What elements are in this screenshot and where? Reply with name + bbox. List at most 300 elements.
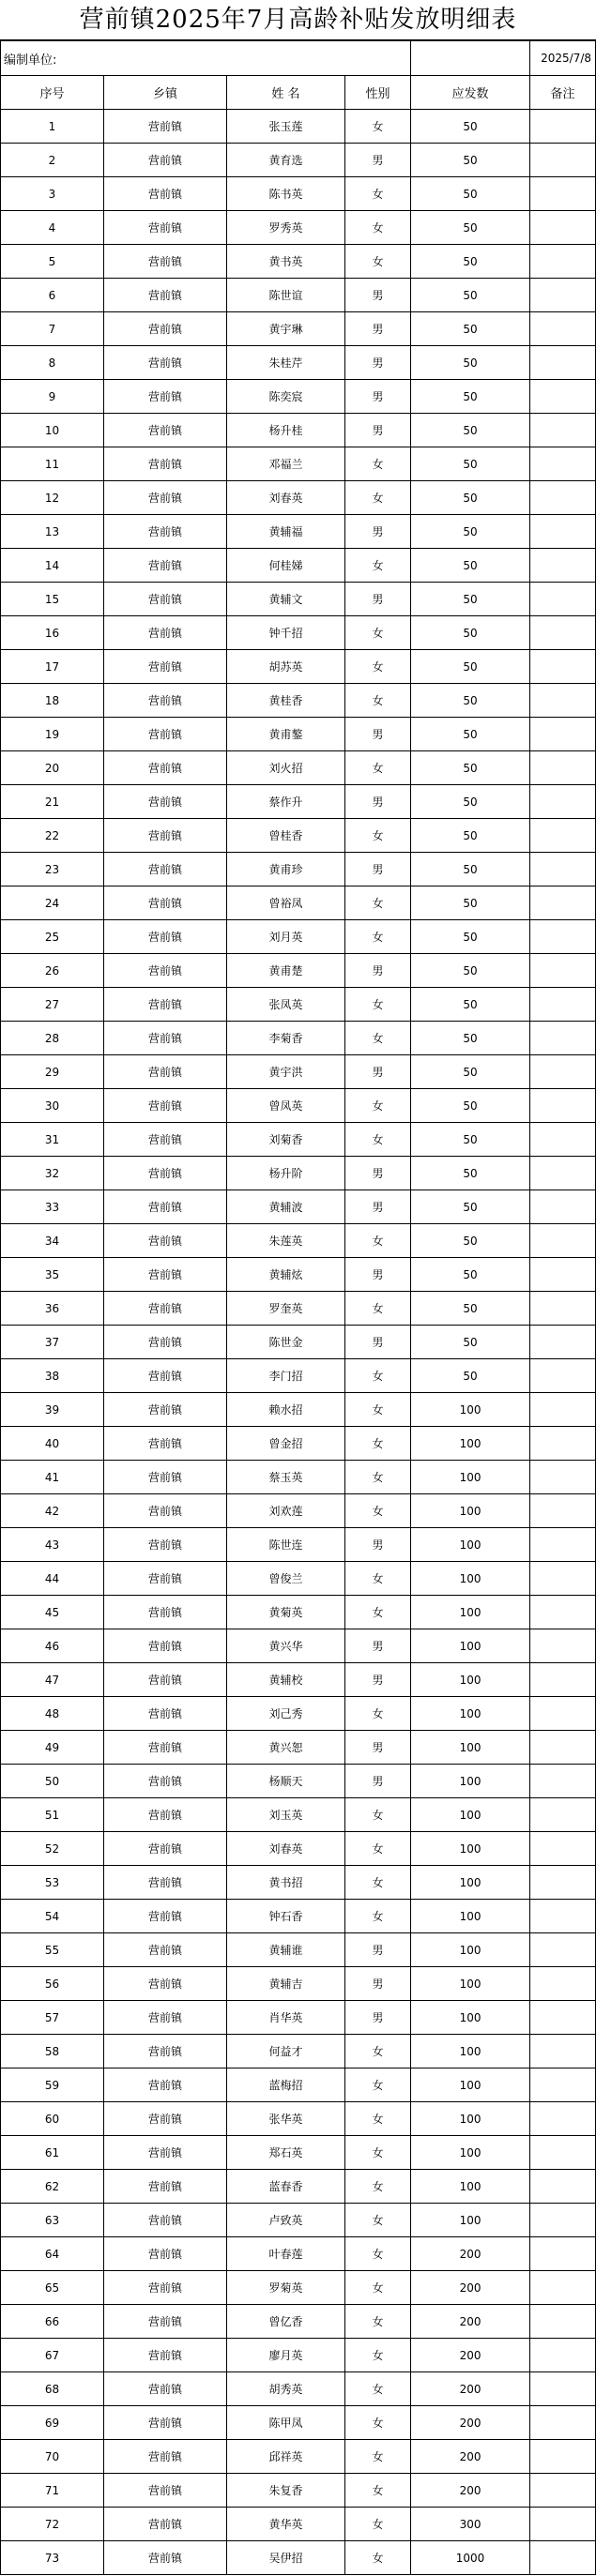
cell-remark [530,785,596,819]
table-row [1,1359,596,1393]
cell-index: 69 [1,2406,104,2440]
cell-name: 陈书英 [227,177,345,211]
cell-remark [530,616,596,650]
cell-remark [530,1765,596,1798]
cell-index: 49 [1,1731,104,1765]
cell-gender: 女 [345,1022,411,1055]
cell-index: 2 [1,144,104,177]
cell-index: 59 [1,2068,104,2102]
cell-town: 营前镇 [104,312,227,346]
cell-name: 杨升桂 [227,414,345,447]
cell-remark [530,2474,596,2508]
cell-name: 黄辅波 [227,1190,345,1224]
cell-name: 胡秀英 [227,2372,345,2406]
cell-town: 营前镇 [104,2068,227,2102]
cell-index: 43 [1,1528,104,1562]
cell-remark [530,245,596,279]
cell-remark [530,1258,596,1292]
cell-index: 61 [1,2136,104,2170]
cell-name: 杨升阶 [227,1157,345,1190]
cell-index: 37 [1,1326,104,1359]
cell-remark [530,2068,596,2102]
cell-town: 营前镇 [104,1055,227,1089]
cell-gender: 女 [345,988,411,1022]
cell-gender: 女 [345,1292,411,1326]
table-row [1,853,596,886]
cell-amount: 100 [411,1866,530,1900]
cell-amount: 50 [411,1123,530,1157]
cell-name: 陈甲凤 [227,2406,345,2440]
cell-remark [530,1393,596,1427]
cell-index: 58 [1,2035,104,2068]
cell-name: 肖华英 [227,2001,345,2035]
cell-gender: 男 [345,1731,411,1765]
cell-town: 营前镇 [104,583,227,616]
cell-index: 70 [1,2440,104,2474]
table-row [1,1157,596,1190]
cell-gender: 女 [345,2440,411,2474]
cell-gender: 男 [345,1967,411,2001]
cell-gender: 男 [345,1190,411,1224]
cell-gender: 女 [345,177,411,211]
cell-index: 12 [1,481,104,515]
cell-amount: 50 [411,785,530,819]
table-row [1,2170,596,2204]
cell-remark [530,819,596,853]
cell-amount: 50 [411,583,530,616]
cell-index: 36 [1,1292,104,1326]
cell-town: 营前镇 [104,1629,227,1663]
cell-name: 黄辅炫 [227,1258,345,1292]
cell-remark [530,2035,596,2068]
table-row [1,886,596,920]
table-row [1,583,596,616]
cell-gender: 男 [345,785,411,819]
cell-gender: 男 [345,583,411,616]
cell-amount: 50 [411,718,530,751]
header-index: 序号 [1,76,104,110]
table-row [1,515,596,549]
cell-amount: 50 [411,853,530,886]
cell-gender: 女 [345,1089,411,1123]
cell-remark [530,1629,596,1663]
cell-index: 28 [1,1022,104,1055]
cell-remark [530,414,596,447]
cell-index: 64 [1,2237,104,2271]
cell-gender: 女 [345,1562,411,1596]
cell-name: 朱复香 [227,2474,345,2508]
cell-index: 42 [1,1494,104,1528]
cell-name: 黄辅文 [227,583,345,616]
table-row [1,2406,596,2440]
cell-remark [530,1022,596,1055]
cell-gender: 女 [345,245,411,279]
cell-index: 21 [1,785,104,819]
cell-index: 10 [1,414,104,447]
cell-amount: 200 [411,2237,530,2271]
cell-town: 营前镇 [104,2136,227,2170]
cell-town: 营前镇 [104,2170,227,2204]
cell-remark [530,1190,596,1224]
cell-remark [530,1832,596,1866]
cell-remark [530,1427,596,1461]
cell-name: 刘春英 [227,481,345,515]
cell-town: 营前镇 [104,1731,227,1765]
cell-town: 营前镇 [104,515,227,549]
cell-town: 营前镇 [104,1697,227,1731]
cell-index: 18 [1,684,104,718]
cell-name: 黄甫鏊 [227,718,345,751]
cell-amount: 50 [411,481,530,515]
cell-gender: 女 [345,650,411,684]
cell-town: 营前镇 [104,684,227,718]
cell-town: 营前镇 [104,1528,227,1562]
cell-gender: 女 [345,2541,411,2575]
cell-amount: 50 [411,144,530,177]
cell-index: 45 [1,1596,104,1629]
cell-gender: 男 [345,954,411,988]
table-row [1,718,596,751]
cell-remark [530,1697,596,1731]
cell-amount: 100 [411,1427,530,1461]
cell-name: 罗秀英 [227,211,345,245]
cell-gender: 女 [345,2035,411,2068]
table-row [1,751,596,785]
cell-remark [530,312,596,346]
cell-town: 营前镇 [104,2440,227,2474]
cell-gender: 女 [345,2474,411,2508]
cell-name: 胡苏英 [227,650,345,684]
cell-name: 曾金招 [227,1427,345,1461]
cell-index: 25 [1,920,104,954]
cell-gender: 女 [345,2372,411,2406]
cell-gender: 男 [345,312,411,346]
cell-name: 张凤英 [227,988,345,1022]
table-row [1,211,596,245]
cell-name: 曾裕凤 [227,886,345,920]
cell-amount: 100 [411,1562,530,1596]
cell-gender: 女 [345,2271,411,2305]
cell-gender: 女 [345,110,411,144]
cell-amount: 50 [411,346,530,380]
report-date: 2025/7/8 [530,41,596,76]
cell-gender: 女 [345,2406,411,2440]
cell-amount: 100 [411,1596,530,1629]
cell-name: 钟石香 [227,1900,345,1933]
cell-index: 17 [1,650,104,684]
header-name: 姓 名 [227,76,345,110]
cell-gender: 男 [345,279,411,312]
cell-index: 19 [1,718,104,751]
table-row [1,1933,596,1967]
table-row [1,312,596,346]
cell-gender: 女 [345,2305,411,2339]
cell-town: 营前镇 [104,1157,227,1190]
cell-name: 蓝春香 [227,2170,345,2204]
cell-town: 营前镇 [104,144,227,177]
table-row [1,954,596,988]
table-row [1,346,596,380]
cell-amount: 200 [411,2339,530,2372]
cell-remark [530,2237,596,2271]
cell-remark [530,177,596,211]
cell-remark [530,2102,596,2136]
cell-remark [530,110,596,144]
cell-gender: 女 [345,886,411,920]
cell-index: 35 [1,1258,104,1292]
cell-town: 营前镇 [104,346,227,380]
cell-town: 营前镇 [104,549,227,583]
cell-gender: 女 [345,2068,411,2102]
table-row [1,1798,596,1832]
cell-index: 72 [1,2508,104,2541]
cell-gender: 女 [345,2136,411,2170]
cell-index: 16 [1,616,104,650]
cell-town: 营前镇 [104,1663,227,1697]
cell-gender: 女 [345,481,411,515]
cell-name: 朱桂芹 [227,346,345,380]
cell-remark [530,2271,596,2305]
cell-gender: 女 [345,751,411,785]
cell-remark [530,1933,596,1967]
cell-index: 68 [1,2372,104,2406]
table-row [1,1765,596,1798]
cell-town: 营前镇 [104,1022,227,1055]
meta-row [1,41,596,76]
cell-name: 刘菊香 [227,1123,345,1157]
cell-remark [530,718,596,751]
cell-town: 营前镇 [104,1933,227,1967]
cell-amount: 50 [411,616,530,650]
cell-remark [530,1528,596,1562]
cell-amount: 50 [411,684,530,718]
cell-index: 20 [1,751,104,785]
table-row [1,684,596,718]
cell-remark [530,2305,596,2339]
cell-index: 48 [1,1697,104,1731]
cell-remark [530,1866,596,1900]
cell-index: 30 [1,1089,104,1123]
cell-name: 黄书英 [227,245,345,279]
cell-gender: 女 [345,1900,411,1933]
table-row [1,1832,596,1866]
cell-town: 营前镇 [104,1765,227,1798]
cell-gender: 男 [345,1663,411,1697]
table-row [1,920,596,954]
cell-gender: 男 [345,346,411,380]
cell-name: 黄育选 [227,144,345,177]
table-row [1,1663,596,1697]
cell-index: 26 [1,954,104,988]
table-row [1,2102,596,2136]
cell-town: 营前镇 [104,819,227,853]
cell-remark [530,886,596,920]
cell-name: 黄辅吉 [227,1967,345,2001]
cell-gender: 男 [345,515,411,549]
cell-amount: 200 [411,2372,530,2406]
table-row [1,1326,596,1359]
cell-town: 营前镇 [104,2541,227,2575]
cell-index: 9 [1,380,104,414]
meta-blank-cell [411,41,530,76]
cell-name: 赖水招 [227,1393,345,1427]
cell-amount: 50 [411,1022,530,1055]
cell-name: 郑石英 [227,2136,345,2170]
cell-town: 营前镇 [104,1832,227,1866]
cell-remark [530,751,596,785]
cell-town: 营前镇 [104,177,227,211]
cell-index: 1 [1,110,104,144]
table-row [1,1731,596,1765]
cell-gender: 女 [345,2508,411,2541]
cell-name: 吴伊招 [227,2541,345,2575]
cell-town: 营前镇 [104,2339,227,2372]
table-row [1,1461,596,1494]
cell-index: 52 [1,1832,104,1866]
cell-amount: 50 [411,988,530,1022]
cell-amount: 50 [411,1326,530,1359]
cell-name: 黄甫楚 [227,954,345,988]
cell-name: 何益才 [227,2035,345,2068]
cell-town: 营前镇 [104,1596,227,1629]
cell-amount: 50 [411,954,530,988]
cell-gender: 女 [345,1427,411,1461]
cell-amount: 50 [411,380,530,414]
cell-index: 65 [1,2271,104,2305]
cell-town: 营前镇 [104,1393,227,1427]
cell-name: 杨顺天 [227,1765,345,1798]
table-row [1,110,596,144]
table-row [1,1393,596,1427]
cell-town: 营前镇 [104,2271,227,2305]
table-row [1,2068,596,2102]
cell-town: 营前镇 [104,954,227,988]
cell-amount: 100 [411,1461,530,1494]
cell-amount: 100 [411,2001,530,2035]
cell-remark [530,515,596,549]
table-row [1,1123,596,1157]
cell-remark [530,954,596,988]
table-row [1,819,596,853]
cell-amount: 50 [411,447,530,481]
cell-index: 56 [1,1967,104,2001]
table-row [1,2136,596,2170]
cell-remark [530,1798,596,1832]
cell-town: 营前镇 [104,110,227,144]
table-row [1,1528,596,1562]
cell-remark [530,1326,596,1359]
cell-index: 57 [1,2001,104,2035]
table-row [1,1596,596,1629]
cell-index: 44 [1,1562,104,1596]
cell-gender: 女 [345,2102,411,2136]
table-row [1,650,596,684]
cell-amount: 100 [411,1765,530,1798]
cell-gender: 女 [345,1832,411,1866]
cell-name: 黄辅福 [227,515,345,549]
table-row [1,1562,596,1596]
cell-amount: 200 [411,2305,530,2339]
cell-amount: 100 [411,1494,530,1528]
cell-index: 60 [1,2102,104,2136]
cell-name: 钟千招 [227,616,345,650]
cell-town: 营前镇 [104,1089,227,1123]
cell-index: 23 [1,853,104,886]
cell-index: 50 [1,1765,104,1798]
cell-remark [530,2406,596,2440]
cell-gender: 男 [345,1258,411,1292]
cell-amount: 50 [411,1190,530,1224]
cell-amount: 50 [411,886,530,920]
table-row [1,2440,596,2474]
cell-amount: 50 [411,1258,530,1292]
cell-remark [530,481,596,515]
cell-amount: 50 [411,279,530,312]
cell-gender: 女 [345,684,411,718]
cell-name: 刘玉英 [227,1798,345,1832]
cell-index: 29 [1,1055,104,1089]
cell-index: 67 [1,2339,104,2372]
cell-remark [530,1731,596,1765]
cell-gender: 男 [345,1629,411,1663]
cell-remark [530,447,596,481]
table-row [1,2271,596,2305]
cell-gender: 女 [345,819,411,853]
header-town: 乡镇 [104,76,227,110]
cell-remark [530,1494,596,1528]
cell-town: 营前镇 [104,1866,227,1900]
cell-remark [530,549,596,583]
cell-town: 营前镇 [104,853,227,886]
cell-index: 66 [1,2305,104,2339]
cell-amount: 50 [411,414,530,447]
cell-index: 38 [1,1359,104,1393]
table-row [1,988,596,1022]
cell-amount: 50 [411,549,530,583]
cell-remark [530,211,596,245]
cell-town: 营前镇 [104,886,227,920]
cell-name: 邓福兰 [227,447,345,481]
cell-index: 73 [1,2541,104,2575]
cell-amount: 50 [411,1224,530,1258]
table-row [1,2035,596,2068]
cell-town: 营前镇 [104,245,227,279]
cell-remark [530,1055,596,1089]
cell-gender: 女 [345,1393,411,1427]
table-row [1,2237,596,2271]
table-row [1,2508,596,2541]
cell-town: 营前镇 [104,2035,227,2068]
cell-amount: 100 [411,1967,530,2001]
cell-town: 营前镇 [104,1292,227,1326]
cell-gender: 男 [345,1933,411,1967]
cell-gender: 男 [345,1765,411,1798]
table-row [1,2204,596,2237]
table-row [1,447,596,481]
cell-index: 4 [1,211,104,245]
cell-name: 曾桂香 [227,819,345,853]
table-row [1,1258,596,1292]
table-row [1,1055,596,1089]
cell-gender: 女 [345,2237,411,2271]
table-row [1,1089,596,1123]
cell-amount: 50 [411,245,530,279]
cell-name: 黄宇洪 [227,1055,345,1089]
cell-remark [530,920,596,954]
cell-town: 营前镇 [104,1427,227,1461]
cell-name: 陈世连 [227,1528,345,1562]
cell-remark [530,380,596,414]
